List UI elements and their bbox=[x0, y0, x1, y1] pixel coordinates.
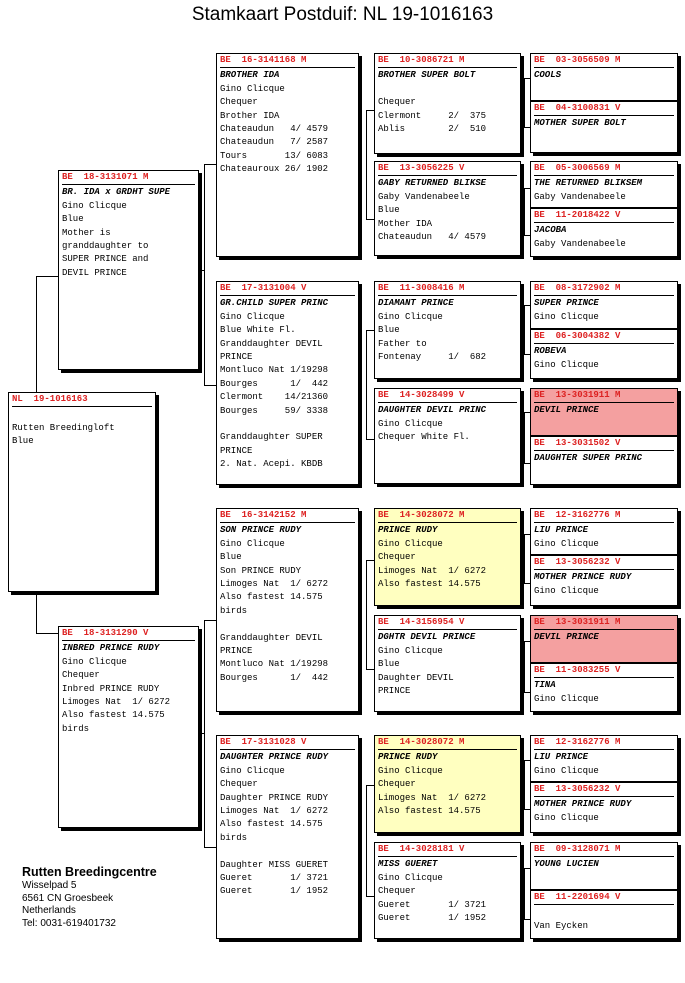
pigeon-name: PRINCE RUDY bbox=[378, 525, 438, 536]
info-line: Gino Clicque bbox=[534, 311, 599, 322]
header-divider bbox=[534, 175, 674, 176]
info-line: Van Eycken bbox=[534, 920, 589, 931]
address-line: Wisselpad 5 bbox=[22, 880, 77, 891]
info-line: PRINCE bbox=[378, 686, 411, 697]
info-line: Gino Clicque bbox=[62, 656, 127, 667]
ring-number: BE 12-3162776 M bbox=[534, 510, 621, 520]
info-line: Rutten Breedingloft bbox=[12, 422, 115, 433]
info-line: granddaughter to bbox=[62, 241, 149, 252]
pigeon-card-ds bbox=[216, 508, 359, 712]
pigeon-card-g5 bbox=[530, 281, 678, 329]
info-line: Gino Clicque bbox=[534, 585, 599, 596]
info-line bbox=[220, 845, 355, 858]
header-divider bbox=[534, 904, 674, 905]
info-line: Montluco Nat 1/19298 bbox=[220, 659, 329, 670]
address-line: 6561 CN Groesbeek bbox=[22, 892, 114, 904]
pigeon-name: MISS GUERET bbox=[378, 859, 438, 870]
header-divider bbox=[220, 522, 355, 523]
header-divider bbox=[534, 115, 674, 116]
info-line: Gaby Vandenabeele bbox=[378, 191, 470, 202]
ring-number: BE 13-3056225 V bbox=[378, 163, 465, 173]
card-content bbox=[531, 509, 677, 551]
pigeon-name: LIU PRINCE bbox=[534, 752, 589, 763]
pigeon-card-g12 bbox=[530, 663, 678, 712]
info-line: Granddaughter DEVIL bbox=[220, 338, 323, 349]
header-divider bbox=[534, 569, 674, 570]
ring-number: BE 14-3028072 M bbox=[378, 510, 465, 520]
ring-number: BE 11-3008416 M bbox=[378, 283, 465, 293]
info-line: Gueret 1/ 1952 bbox=[220, 886, 329, 897]
header-divider bbox=[378, 67, 517, 68]
info-line: Gino Clicque bbox=[534, 693, 599, 704]
ring-number: BE 08-3172902 M bbox=[534, 283, 621, 293]
ring-number: BE 10-3086721 M bbox=[378, 55, 465, 65]
ring-number: BE 11-2018422 V bbox=[534, 210, 621, 220]
ring-number: BE 12-3162776 M bbox=[534, 737, 621, 747]
info-line: PRINCE bbox=[220, 352, 253, 363]
pigeon-name: DAUGHTER SUPER PRINC bbox=[534, 453, 643, 464]
card-content bbox=[531, 389, 677, 418]
pigeon-card-sds bbox=[374, 281, 521, 379]
ring-number: BE 03-3056509 M bbox=[534, 55, 621, 65]
info-line: Bourges 59/ 3338 bbox=[220, 405, 329, 416]
pigeon-name: PRINCE RUDY bbox=[378, 752, 438, 763]
pigeon-card-dss bbox=[374, 508, 521, 606]
info-line: Gino Clicque bbox=[534, 765, 599, 776]
ring-number: BE 13-3031911 M bbox=[534, 390, 621, 400]
pigeon-name: BR. IDA x GRDHT SUPE bbox=[62, 187, 171, 198]
info-line: 2. Nat. Acepi. KBDB bbox=[220, 459, 323, 470]
info-line bbox=[378, 83, 517, 96]
card-content bbox=[59, 627, 198, 736]
info-line: Chateaudun 4/ 4579 bbox=[220, 124, 329, 135]
info-line: Gino Clicque bbox=[534, 812, 599, 823]
info-line: birds bbox=[220, 605, 248, 616]
header-divider bbox=[534, 222, 674, 223]
header-divider bbox=[12, 406, 152, 407]
info-line: Gaby Vandenabeele bbox=[534, 191, 626, 202]
pigeon-card-dam bbox=[58, 626, 199, 828]
info-line: Clermont 2/ 375 bbox=[378, 110, 487, 121]
pigeon-name: SON PRINCE RUDY bbox=[220, 525, 302, 536]
header-divider bbox=[378, 522, 517, 523]
header-divider bbox=[534, 749, 674, 750]
info-line: Gino Clicque bbox=[62, 200, 127, 211]
info-line: birds bbox=[220, 832, 248, 843]
info-line: Gino Clicque bbox=[378, 765, 443, 776]
info-line: Ablis 2/ 510 bbox=[378, 124, 487, 135]
page-title: Stamkaart Postduif: NL 19-1016163 bbox=[191, 4, 494, 25]
address-line: Tel: 0031-619401732 bbox=[22, 917, 116, 929]
info-line: Gino Clicque bbox=[378, 872, 443, 883]
card-content bbox=[531, 162, 677, 204]
info-line: Chateaudun 7/ 2587 bbox=[220, 137, 329, 148]
card-content bbox=[217, 736, 358, 899]
card-content bbox=[375, 616, 520, 698]
info-line: Chateaudun 4/ 4579 bbox=[378, 232, 487, 243]
address-line: Netherlands bbox=[22, 905, 76, 916]
info-line: Also fastest 14.575 bbox=[378, 579, 481, 590]
connector-sire-stub bbox=[199, 270, 204, 272]
pigeon-card-g6 bbox=[530, 329, 678, 379]
pigeon-card-sd bbox=[216, 281, 359, 485]
info-line: Limoges Nat 1/ 6272 bbox=[220, 579, 329, 590]
info-line bbox=[220, 618, 355, 631]
pigeon-card-ddd bbox=[374, 842, 521, 939]
pigeon-name: DAUGHTER PRINCE RUDY bbox=[220, 752, 329, 763]
pigeon-name: INBRED PRINCE RUDY bbox=[62, 643, 160, 654]
pigeon-name: LIU PRINCE bbox=[534, 525, 589, 536]
info-line: Chequer bbox=[378, 779, 416, 790]
pigeon-name: MOTHER PRINCE RUDY bbox=[534, 572, 632, 583]
card-content bbox=[531, 54, 677, 83]
card-content bbox=[375, 54, 520, 136]
ring-number: BE 13-3056232 V bbox=[534, 557, 621, 567]
pigeon-name: MOTHER SUPER BOLT bbox=[534, 118, 626, 129]
header-divider bbox=[378, 295, 517, 296]
card-content bbox=[375, 509, 520, 591]
pigeon-card-ss bbox=[216, 53, 359, 257]
ring-number: BE 17-3131028 V bbox=[220, 737, 307, 747]
info-line: Also fastest 14.575 bbox=[220, 819, 323, 830]
info-line: Bourges 1/ 442 bbox=[220, 378, 329, 389]
info-line: Chequer bbox=[220, 97, 258, 108]
ring-number: BE 04-3100831 V bbox=[534, 103, 621, 113]
info-line: Tours 13/ 6083 bbox=[220, 150, 329, 161]
header-divider bbox=[220, 749, 355, 750]
connector-sire bbox=[36, 276, 59, 393]
pigeon-card-g16 bbox=[530, 890, 678, 939]
pigeon-card-g15 bbox=[530, 842, 678, 890]
pigeon-name: DEVIL PRINCE bbox=[534, 632, 599, 643]
header-divider bbox=[378, 749, 517, 750]
header-divider bbox=[378, 856, 517, 857]
info-line: Chequer bbox=[378, 552, 416, 563]
header-divider bbox=[534, 677, 674, 678]
header-divider bbox=[534, 343, 674, 344]
info-line: Gino Clicque bbox=[534, 359, 599, 370]
pigeon-name: GR.CHILD SUPER PRINC bbox=[220, 298, 329, 309]
info-line: Gino Clicque bbox=[534, 538, 599, 549]
card-content bbox=[531, 102, 677, 131]
ring-number: BE 14-3156954 V bbox=[378, 617, 465, 627]
ring-number: BE 13-3031911 M bbox=[534, 617, 621, 627]
ring-number: BE 13-3056232 V bbox=[534, 784, 621, 794]
pigeon-card-g2 bbox=[530, 101, 678, 153]
info-line: Mother is bbox=[62, 227, 111, 238]
card-content bbox=[531, 330, 677, 372]
connector-dam bbox=[36, 593, 59, 634]
info-line: Daughter PRINCE RUDY bbox=[220, 792, 329, 803]
pigeon-card-sdd bbox=[374, 388, 521, 484]
info-line: Chequer White Fl. bbox=[378, 432, 470, 443]
header-divider bbox=[220, 67, 355, 68]
info-line: Son PRINCE RUDY bbox=[220, 565, 302, 576]
info-line: Also fastest 14.575 bbox=[62, 710, 165, 721]
pigeon-name: DGHTR DEVIL PRINCE bbox=[378, 632, 476, 643]
header-divider bbox=[534, 67, 674, 68]
card-content bbox=[531, 664, 677, 706]
info-line: Blue bbox=[12, 436, 34, 447]
info-line: Blue bbox=[62, 214, 84, 225]
info-line: Clermont 14/21360 bbox=[220, 392, 329, 403]
pigeon-card-dd bbox=[216, 735, 359, 939]
pigeon-card-ssd bbox=[374, 161, 521, 256]
info-line: Gino Clicque bbox=[378, 645, 443, 656]
info-line: Inbred PRINCE RUDY bbox=[62, 683, 160, 694]
info-line: Chequer bbox=[62, 670, 100, 681]
ring-number: NL 19-1016163 bbox=[12, 394, 88, 404]
info-line: Limoges Nat 1/ 6272 bbox=[62, 697, 171, 708]
breeder-address bbox=[22, 864, 157, 930]
header-divider bbox=[62, 640, 195, 641]
ring-number: BE 16-3141168 M bbox=[220, 55, 307, 65]
info-line bbox=[534, 906, 674, 919]
info-line: Brother IDA bbox=[220, 110, 280, 121]
pigeon-card-dsd bbox=[374, 615, 521, 712]
ring-number: BE 13-3031502 V bbox=[534, 438, 621, 448]
pigeon-card-g11 bbox=[530, 615, 678, 663]
info-line: Bourges 1/ 442 bbox=[220, 672, 329, 683]
info-line: Chequer bbox=[378, 886, 416, 897]
info-line: Blue White Fl. bbox=[220, 325, 296, 336]
pigeon-name: ROBEVA bbox=[534, 346, 567, 357]
header-divider bbox=[534, 629, 674, 630]
pigeon-card-g7 bbox=[530, 388, 678, 436]
card-content bbox=[375, 736, 520, 818]
info-line bbox=[220, 418, 355, 431]
info-line: Gino Clicque bbox=[220, 311, 285, 322]
ring-number: BE 05-3006569 M bbox=[534, 163, 621, 173]
info-line: Fontenay 1/ 682 bbox=[378, 352, 487, 363]
ring-number: BE 14-3028181 V bbox=[378, 844, 465, 854]
header-divider bbox=[534, 522, 674, 523]
info-line: Gino Clicque bbox=[220, 765, 285, 776]
card-content bbox=[531, 616, 677, 645]
card-content bbox=[217, 54, 358, 177]
pigeon-name: THE RETURNED BLIKSEM bbox=[534, 178, 643, 189]
header-divider bbox=[62, 184, 195, 185]
info-line: Chequer bbox=[220, 779, 258, 790]
info-line: Blue bbox=[220, 552, 242, 563]
pigeon-card-g1 bbox=[530, 53, 678, 101]
info-line: Limoges Nat 1/ 6272 bbox=[378, 565, 487, 576]
card-content bbox=[375, 162, 520, 244]
header-divider bbox=[534, 295, 674, 296]
info-line: PRINCE bbox=[220, 445, 253, 456]
info-line: Gino Clicque bbox=[220, 538, 285, 549]
pigeon-name: YOUNG LUCIEN bbox=[534, 859, 599, 870]
pigeon-card-sire bbox=[58, 170, 199, 370]
card-content bbox=[531, 437, 677, 466]
info-line: Blue bbox=[378, 205, 400, 216]
info-line: Granddaughter DEVIL bbox=[220, 632, 323, 643]
ring-number: BE 06-3004382 V bbox=[534, 331, 621, 341]
pigeon-name: DAUGHTER DEVIL PRINC bbox=[378, 405, 487, 416]
card-content bbox=[59, 171, 198, 280]
header-divider bbox=[534, 450, 674, 451]
ring-number: BE 17-3131004 V bbox=[220, 283, 307, 293]
info-line: Gueret 1/ 3721 bbox=[378, 899, 487, 910]
header-divider bbox=[378, 402, 517, 403]
info-line bbox=[12, 408, 152, 421]
pigeon-name: JACOBA bbox=[534, 225, 567, 236]
ring-number: BE 16-3142152 M bbox=[220, 510, 307, 520]
info-line: Gino Clicque bbox=[378, 418, 443, 429]
ring-number: BE 18-3131071 M bbox=[62, 172, 149, 182]
card-content bbox=[217, 282, 358, 472]
pigeon-card-g14 bbox=[530, 782, 678, 833]
pigeon-card-g3 bbox=[530, 161, 678, 208]
ring-number: BE 11-2201694 V bbox=[534, 892, 621, 902]
card-content bbox=[217, 509, 358, 685]
pigeon-card-dds bbox=[374, 735, 521, 833]
card-content bbox=[531, 282, 677, 324]
card-content bbox=[531, 209, 677, 251]
info-line: Blue bbox=[378, 325, 400, 336]
info-line: Mother IDA bbox=[378, 218, 433, 229]
card-content bbox=[531, 783, 677, 825]
info-line: Father to bbox=[378, 338, 427, 349]
card-content bbox=[9, 393, 155, 449]
ring-number: BE 11-3083255 V bbox=[534, 665, 621, 675]
info-line: Blue bbox=[378, 659, 400, 670]
card-content bbox=[531, 736, 677, 778]
info-line: Gino Clicque bbox=[378, 538, 443, 549]
pigeon-name: COOLS bbox=[534, 70, 562, 81]
pigeon-card-g9 bbox=[530, 508, 678, 555]
ring-number: BE 14-3028072 M bbox=[378, 737, 465, 747]
card-content bbox=[375, 843, 520, 925]
pigeon-name: DEVIL PRINCE bbox=[534, 405, 599, 416]
pigeon-card-g4 bbox=[530, 208, 678, 257]
info-line: PRINCE bbox=[220, 646, 253, 657]
connector-dam-stub bbox=[199, 733, 204, 735]
header-divider bbox=[534, 856, 674, 857]
pigeon-name: BROTHER SUPER BOLT bbox=[378, 70, 476, 81]
pigeon-name: GABY RETURNED BLIKSE bbox=[378, 178, 487, 189]
pigeon-card-g10 bbox=[530, 555, 678, 606]
card-content bbox=[375, 282, 520, 364]
ring-number: BE 14-3028499 V bbox=[378, 390, 465, 400]
info-line: Granddaughter SUPER bbox=[220, 432, 323, 443]
pigeon-name: BROTHER IDA bbox=[220, 70, 280, 81]
info-line: Gaby Vandenabeele bbox=[534, 238, 626, 249]
card-content bbox=[375, 389, 520, 445]
info-line: Limoges Nat 1/ 6272 bbox=[378, 792, 487, 803]
header-divider bbox=[534, 796, 674, 797]
info-line: Montluco Nat 1/19298 bbox=[220, 365, 329, 376]
info-line: Gino Clicque bbox=[378, 311, 443, 322]
info-line: SUPER PRINCE and bbox=[62, 254, 149, 265]
breeder-name: Rutten Breedingcentre bbox=[22, 865, 157, 879]
ring-number: BE 09-3128071 M bbox=[534, 844, 621, 854]
info-line: Gueret 1/ 1952 bbox=[378, 913, 487, 924]
pigeon-name: SUPER PRINCE bbox=[534, 298, 599, 309]
ring-number: BE 18-3131290 V bbox=[62, 628, 149, 638]
pigeon-card-g13 bbox=[530, 735, 678, 782]
info-line: Also fastest 14.575 bbox=[220, 592, 323, 603]
info-line: Chateauroux 26/ 1902 bbox=[220, 164, 329, 175]
info-line: Gueret 1/ 3721 bbox=[220, 873, 329, 884]
info-line: Chequer bbox=[378, 97, 416, 108]
header-divider bbox=[220, 295, 355, 296]
header-divider bbox=[378, 629, 517, 630]
info-line: Gino Clicque bbox=[220, 83, 285, 94]
info-line: Limoges Nat 1/ 6272 bbox=[220, 806, 329, 817]
card-content bbox=[531, 843, 677, 872]
pigeon-card-g8 bbox=[530, 436, 678, 485]
pigeon-name: DIAMANT PRINCE bbox=[378, 298, 454, 309]
header-divider bbox=[378, 175, 517, 176]
info-line: birds bbox=[62, 723, 90, 734]
pigeon-name: TINA bbox=[534, 680, 556, 691]
pigeon-card-sss bbox=[374, 53, 521, 154]
pigeon-name: MOTHER PRINCE RUDY bbox=[534, 799, 632, 810]
card-content bbox=[531, 556, 677, 598]
info-line: Daughter DEVIL bbox=[378, 672, 454, 683]
info-line: Daughter MISS GUERET bbox=[220, 859, 329, 870]
card-content bbox=[531, 891, 677, 933]
info-line: DEVIL PRINCE bbox=[62, 267, 127, 278]
info-line: Also fastest 14.575 bbox=[378, 806, 481, 817]
header-divider bbox=[534, 402, 674, 403]
pigeon-card-subject bbox=[8, 392, 156, 592]
